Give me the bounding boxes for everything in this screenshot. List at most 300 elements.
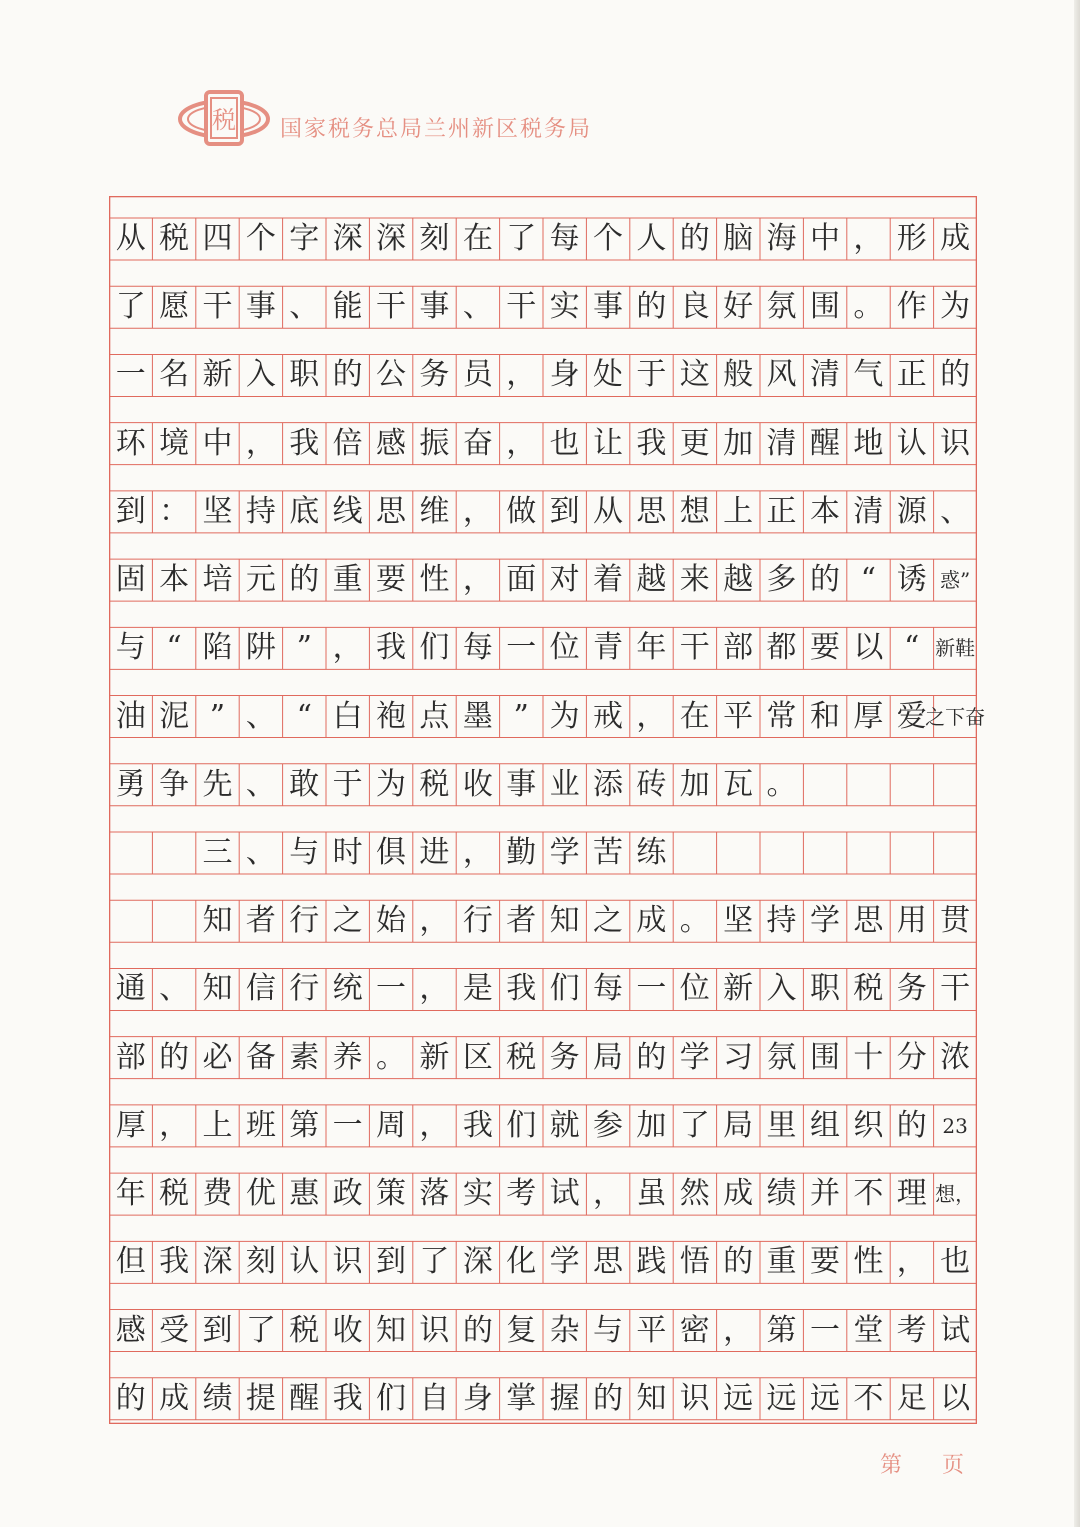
char-cell: 远 (766, 1380, 797, 1416)
char-cell: 也 (940, 1244, 971, 1280)
char-cell: 更 (679, 425, 710, 461)
char-cell: 自 (419, 1380, 450, 1416)
char-cell: 境 (159, 425, 190, 461)
char-cell: 源 (896, 493, 927, 529)
char-cell: 勇 (115, 766, 146, 802)
char-cell: 练 (636, 835, 667, 870)
char-cell: 作 (896, 289, 927, 325)
char-cell: 部 (115, 1039, 146, 1075)
char-cell: 年 (115, 1176, 146, 1212)
char-cell: 到 (376, 1244, 407, 1280)
text-line (109, 286, 977, 328)
char-cell: 、 (245, 835, 276, 870)
char-cell: 之 (592, 903, 623, 939)
char-cell: 到 (549, 493, 580, 529)
char-cell: 于 (636, 357, 667, 393)
char-cell: 第 (289, 1107, 320, 1143)
char-cell: ， (419, 971, 450, 1007)
char-cell: 、 (289, 289, 320, 325)
char-cell: 加 (636, 1107, 667, 1143)
char-cell: 维 (419, 493, 450, 529)
char-cell: 常 (766, 698, 797, 734)
char-cell: 、 (462, 289, 493, 325)
char-cell: 好 (723, 289, 754, 325)
char-cell: 一 (115, 357, 146, 393)
char-cell: 成 (723, 1176, 754, 1212)
char-cell: 入 (766, 971, 797, 1007)
text-line (109, 1310, 977, 1352)
char-cell: 身 (462, 1380, 493, 1416)
char-cell: 考 (896, 1312, 927, 1348)
char-cell: 理 (896, 1176, 927, 1212)
char-cell: 化 (506, 1244, 537, 1280)
char-cell: ， (462, 835, 493, 870)
char-cell: 到 (202, 1312, 233, 1348)
char-cell: 不 (853, 1380, 884, 1416)
char-cell: 班 (245, 1107, 276, 1143)
char-cell: 识 (940, 425, 971, 461)
char-cell: 绩 (766, 1176, 797, 1212)
char-cell: 青 (592, 630, 623, 666)
char-cell: 统 (332, 971, 363, 1007)
char-cell: 始 (376, 903, 407, 939)
char-cell: 。 (376, 1039, 407, 1075)
char-cell: 的 (592, 1380, 623, 1416)
char-cell: 平 (636, 1312, 667, 1348)
char-cell: 杂 (549, 1312, 580, 1348)
char-cell: 我 (159, 1244, 190, 1280)
char-cell: 围 (809, 1039, 840, 1075)
char-cell: 争 (159, 766, 190, 802)
text-line (109, 832, 977, 874)
char-cell: 的 (896, 1107, 927, 1143)
char-cell: 学 (549, 835, 580, 870)
char-cell: 识 (332, 1244, 363, 1280)
char-cell: 试 (549, 1176, 580, 1212)
char-cell: 能 (332, 289, 363, 325)
char-cell: 想， (935, 1182, 976, 1207)
char-cell: 敢 (289, 766, 320, 802)
char-cell: 的 (636, 289, 667, 325)
char-cell: ” (296, 630, 312, 666)
char-cell: 名 (159, 357, 190, 393)
char-cell: 诱 (896, 562, 927, 598)
char-cell: 但 (115, 1244, 146, 1280)
char-cell: 俱 (376, 835, 407, 870)
char-cell: “ (860, 562, 876, 598)
char-cell: ， (853, 221, 884, 256)
char-cell: 墨 (462, 698, 493, 734)
char-cell: 提 (245, 1380, 276, 1416)
char-cell: 的 (462, 1312, 493, 1348)
char-cell: ， (592, 1176, 623, 1212)
char-cell: 周 (376, 1107, 407, 1143)
char-cell: 学 (809, 903, 840, 939)
char-cell: 受 (159, 1312, 190, 1348)
char-cell: 养 (332, 1039, 363, 1075)
char-cell: 加 (679, 766, 710, 802)
char-cell: 践 (636, 1244, 667, 1280)
char-cell: 我 (636, 425, 667, 461)
char-cell: 四 (202, 221, 233, 256)
char-cell: ” (513, 698, 529, 734)
char-cell: 想 (679, 493, 710, 529)
char-cell: 干 (376, 289, 407, 325)
char-cell: “ (904, 630, 920, 666)
char-cell: 惑” (940, 568, 971, 593)
char-cell (152, 832, 195, 874)
text-line (109, 559, 977, 601)
char-cell: 持 (245, 493, 276, 529)
char-cell: 费 (202, 1176, 233, 1212)
char-cell: 每 (549, 221, 580, 256)
char-cell: 的 (332, 357, 363, 393)
char-cell: 收 (332, 1312, 363, 1348)
char-cell: 字 (289, 221, 320, 256)
text-line (109, 968, 977, 1010)
char-cell: 知 (202, 971, 233, 1007)
char-cell: 面 (506, 562, 537, 598)
char-cell: 了 (679, 1107, 710, 1143)
char-cell: 干 (679, 630, 710, 666)
text-line (109, 354, 977, 396)
char-cell: 都 (766, 630, 797, 666)
char-cell: 与 (115, 630, 146, 666)
char-cell: 要 (809, 630, 840, 666)
handwritten-text (109, 196, 986, 1424)
text-line (109, 900, 977, 942)
text-line (109, 491, 977, 533)
char-cell: 和 (809, 698, 840, 734)
char-cell: 多 (766, 562, 797, 598)
char-cell: ” (209, 698, 226, 734)
char-cell: 深 (202, 1244, 233, 1280)
char-cell: 我 (376, 630, 407, 666)
text-line (109, 1378, 977, 1420)
char-cell: 厚 (115, 1107, 146, 1143)
char-cell: 个 (245, 221, 276, 256)
char-cell: 落 (419, 1176, 450, 1212)
letterhead (176, 88, 696, 152)
char-cell: 人 (636, 221, 667, 256)
char-cell: 局 (723, 1107, 754, 1143)
char-cell: 的 (159, 1039, 190, 1075)
char-cell: 习 (723, 1039, 754, 1075)
char-cell: 优 (245, 1176, 276, 1212)
char-cell: ， (419, 903, 450, 939)
char-cell: 清 (766, 425, 797, 461)
char-cell: 与 (289, 835, 320, 870)
char-cell: 到 (115, 493, 146, 529)
char-cell: 我 (289, 425, 320, 461)
char-cell: 氛 (766, 289, 797, 325)
char-cell: 们 (506, 1107, 537, 1143)
char-cell (152, 900, 195, 942)
char-cell: 清 (809, 357, 840, 393)
char-cell: 区 (462, 1039, 493, 1075)
char-cell: 务 (549, 1039, 580, 1075)
char-cell: 的 (289, 562, 320, 598)
char-cell: 新 (202, 357, 233, 393)
char-cell: 、 (245, 698, 276, 734)
char-cell: 试 (940, 1312, 971, 1348)
char-cell: 奋 (462, 425, 493, 461)
char-cell: 良 (679, 289, 710, 325)
char-cell: 是 (462, 971, 493, 1007)
page-label-prefix: 第 (880, 1453, 903, 1478)
char-cell: 油 (115, 698, 146, 734)
char-cell: 的 (723, 1244, 754, 1280)
char-cell: 新 (723, 971, 754, 1007)
char-cell: 时 (332, 835, 363, 870)
char-cell: 知 (549, 903, 580, 939)
char-cell (109, 832, 152, 874)
char-cell: 醒 (809, 425, 840, 461)
char-cell: 脑 (723, 221, 754, 256)
char-cell: 让 (592, 425, 623, 461)
char-cell: 思 (853, 903, 884, 939)
char-cell: 识 (419, 1312, 450, 1348)
char-cell: 持 (766, 903, 797, 939)
char-cell: ， (723, 1312, 754, 1348)
text-line (109, 696, 986, 738)
page-label-suffix: 页 (942, 1453, 965, 1478)
logo-glyph: 税 (212, 106, 236, 134)
char-cell: 职 (809, 971, 840, 1007)
char-cell: 信 (245, 971, 276, 1007)
char-cell: 成 (159, 1380, 190, 1416)
char-cell: 入 (245, 357, 276, 393)
char-cell: 们 (376, 1380, 407, 1416)
page-edge-shadow (1074, 0, 1080, 1527)
char-cell: 的 (636, 1039, 667, 1075)
char-cell: 以 (940, 1380, 971, 1416)
char-cell: 、 (245, 766, 276, 802)
char-cell: 固 (115, 562, 146, 598)
char-cell: 气 (853, 357, 884, 393)
char-cell: ： (159, 493, 190, 529)
char-cell: 素 (289, 1039, 320, 1075)
char-cell: 密 (679, 1312, 710, 1348)
char-cell: 税 (159, 1176, 190, 1212)
char-cell: 着 (592, 562, 623, 598)
char-cell: 瓦 (723, 766, 754, 802)
char-cell: 考 (506, 1176, 537, 1212)
char-cell: 平 (723, 698, 754, 734)
char-cell: 知 (376, 1312, 407, 1348)
char-cell: 学 (679, 1039, 710, 1075)
char-cell: 于 (332, 766, 363, 802)
char-cell: 握 (549, 1380, 580, 1416)
char-cell: ， (506, 357, 537, 393)
char-cell: 三 (202, 835, 233, 870)
char-cell: 事 (419, 289, 450, 325)
char-cell: 来 (679, 562, 710, 598)
char-cell: 认 (896, 425, 927, 461)
char-cell: 中 (809, 221, 840, 256)
page-number-label (880, 1448, 964, 1479)
char-cell: 正 (896, 357, 927, 393)
text-line (109, 627, 977, 669)
char-cell: 实 (462, 1176, 493, 1212)
char-cell: ， (332, 630, 363, 666)
char-cell: 干 (202, 289, 233, 325)
char-cell: 通 (115, 971, 146, 1007)
char-cell: 重 (332, 562, 363, 598)
char-cell: 用 (896, 903, 927, 939)
char-cell: 堂 (853, 1312, 884, 1348)
char-cell: 振 (419, 425, 450, 461)
char-cell: 业 (549, 766, 580, 802)
char-cell: 务 (896, 971, 927, 1007)
char-cell: 实 (549, 289, 580, 325)
char-cell: 中 (202, 425, 233, 461)
char-cell: 参 (592, 1107, 623, 1143)
char-cell: 从 (115, 221, 146, 256)
char-cell: ， (462, 493, 493, 529)
char-cell: 。 (853, 289, 884, 325)
char-cell: 以 (853, 630, 884, 666)
char-cell: 线 (332, 493, 363, 529)
char-cell: 对 (549, 562, 580, 598)
char-cell: 策 (376, 1176, 407, 1212)
char-cell: 的 (115, 1380, 146, 1416)
char-cell: 为 (376, 766, 407, 802)
char-cell: 培 (202, 562, 233, 598)
char-cell: “ (296, 698, 312, 734)
char-cell: 局 (592, 1039, 623, 1075)
char-cell: 处 (592, 357, 623, 393)
char-cell: 了 (506, 221, 537, 256)
char-cell: 、 (159, 971, 190, 1007)
char-cell: 公 (376, 357, 407, 393)
text-line (109, 1241, 977, 1283)
char-cell: 税 (419, 766, 450, 802)
char-cell: 深 (376, 221, 407, 256)
char-cell: 年 (636, 630, 667, 666)
char-cell (109, 900, 152, 942)
char-cell: 、 (940, 493, 971, 529)
char-cell: ， (419, 1107, 450, 1143)
char-cell: 必 (202, 1039, 233, 1075)
char-cell: 为 (940, 289, 971, 325)
text-line (109, 764, 977, 806)
char-cell: 远 (723, 1380, 754, 1416)
char-cell: 也 (549, 425, 580, 461)
char-cell: 干 (940, 971, 971, 1007)
char-cell: 新鞋 (935, 636, 976, 661)
char-cell: 了 (419, 1244, 450, 1280)
text-line (109, 1105, 977, 1147)
char-cell: 者 (245, 903, 276, 939)
char-cell: 税 (289, 1312, 320, 1348)
char-cell: 我 (332, 1380, 363, 1416)
char-cell: 分 (896, 1039, 927, 1075)
char-cell: 组 (809, 1107, 840, 1143)
char-cell: 这 (679, 357, 710, 393)
char-cell: 不 (853, 1176, 884, 1212)
char-cell: 我 (462, 1107, 493, 1143)
char-cell: 每 (592, 971, 623, 1007)
char-cell: 收 (462, 766, 493, 802)
char-cell: 成 (636, 903, 667, 939)
char-cell: 事 (592, 289, 623, 325)
char-cell: 之下奋 (925, 704, 986, 729)
char-cell: 之 (332, 903, 363, 939)
char-cell: 从 (592, 493, 623, 529)
char-cell: 上 (202, 1107, 233, 1143)
char-cell: 知 (636, 1380, 667, 1416)
char-cell: 厚 (853, 698, 884, 734)
char-cell: 袍 (376, 698, 407, 734)
char-cell: 税 (853, 971, 884, 1007)
char-cell: 然 (679, 1176, 710, 1212)
char-cell: 本 (809, 493, 840, 529)
char-cell: 围 (809, 289, 840, 325)
char-cell: 里 (766, 1107, 797, 1143)
char-cell: 刻 (245, 1244, 276, 1280)
char-cell: 清 (853, 493, 884, 529)
char-cell: 们 (419, 630, 450, 666)
char-cell: 海 (766, 221, 797, 256)
char-cell: ， (896, 1244, 927, 1280)
char-cell: 远 (809, 1380, 840, 1416)
char-cell: 加 (723, 425, 754, 461)
char-cell: 一 (636, 971, 667, 1007)
char-cell: 深 (462, 1244, 493, 1280)
char-cell: 正 (766, 493, 797, 529)
char-cell: 性 (853, 1244, 884, 1280)
char-cell: 贯 (940, 903, 971, 939)
char-cell: 了 (115, 289, 146, 325)
char-cell: 越 (636, 562, 667, 598)
char-cell: 位 (679, 971, 710, 1007)
char-cell: 并 (809, 1176, 840, 1212)
char-cell: 行 (289, 971, 320, 1007)
char-cell: 泥 (159, 698, 190, 734)
char-cell: 白 (332, 698, 363, 734)
char-cell: 底 (289, 493, 320, 529)
char-cell: 备 (245, 1039, 276, 1075)
manuscript-grid (109, 196, 986, 1424)
char-cell: 为 (549, 698, 580, 734)
char-cell: 氛 (766, 1039, 797, 1075)
char-cell: 感 (115, 1312, 146, 1348)
char-cell: 先 (202, 766, 233, 802)
char-cell: 感 (376, 425, 407, 461)
char-cell: 刻 (419, 221, 450, 256)
char-cell: 政 (332, 1176, 363, 1212)
char-cell: 位 (549, 630, 580, 666)
char-cell: 员 (462, 357, 493, 393)
char-cell: 思 (376, 493, 407, 529)
char-cell: 与 (592, 1312, 623, 1348)
char-cell: 我 (506, 971, 537, 1007)
char-cell: 一 (506, 630, 537, 666)
char-cell: 。 (766, 766, 797, 802)
char-cell: ， (506, 425, 537, 461)
char-cell: 醒 (289, 1380, 320, 1416)
char-cell: 十 (853, 1039, 884, 1075)
char-cell: 就 (549, 1107, 580, 1143)
char-cell: 要 (809, 1244, 840, 1280)
char-cell: 识 (679, 1380, 710, 1416)
char-cell: 坚 (202, 493, 233, 529)
char-cell: 税 (506, 1039, 537, 1075)
char-cell: 身 (549, 357, 580, 393)
char-cell: 了 (245, 1312, 276, 1348)
char-cell: 本 (159, 562, 190, 598)
